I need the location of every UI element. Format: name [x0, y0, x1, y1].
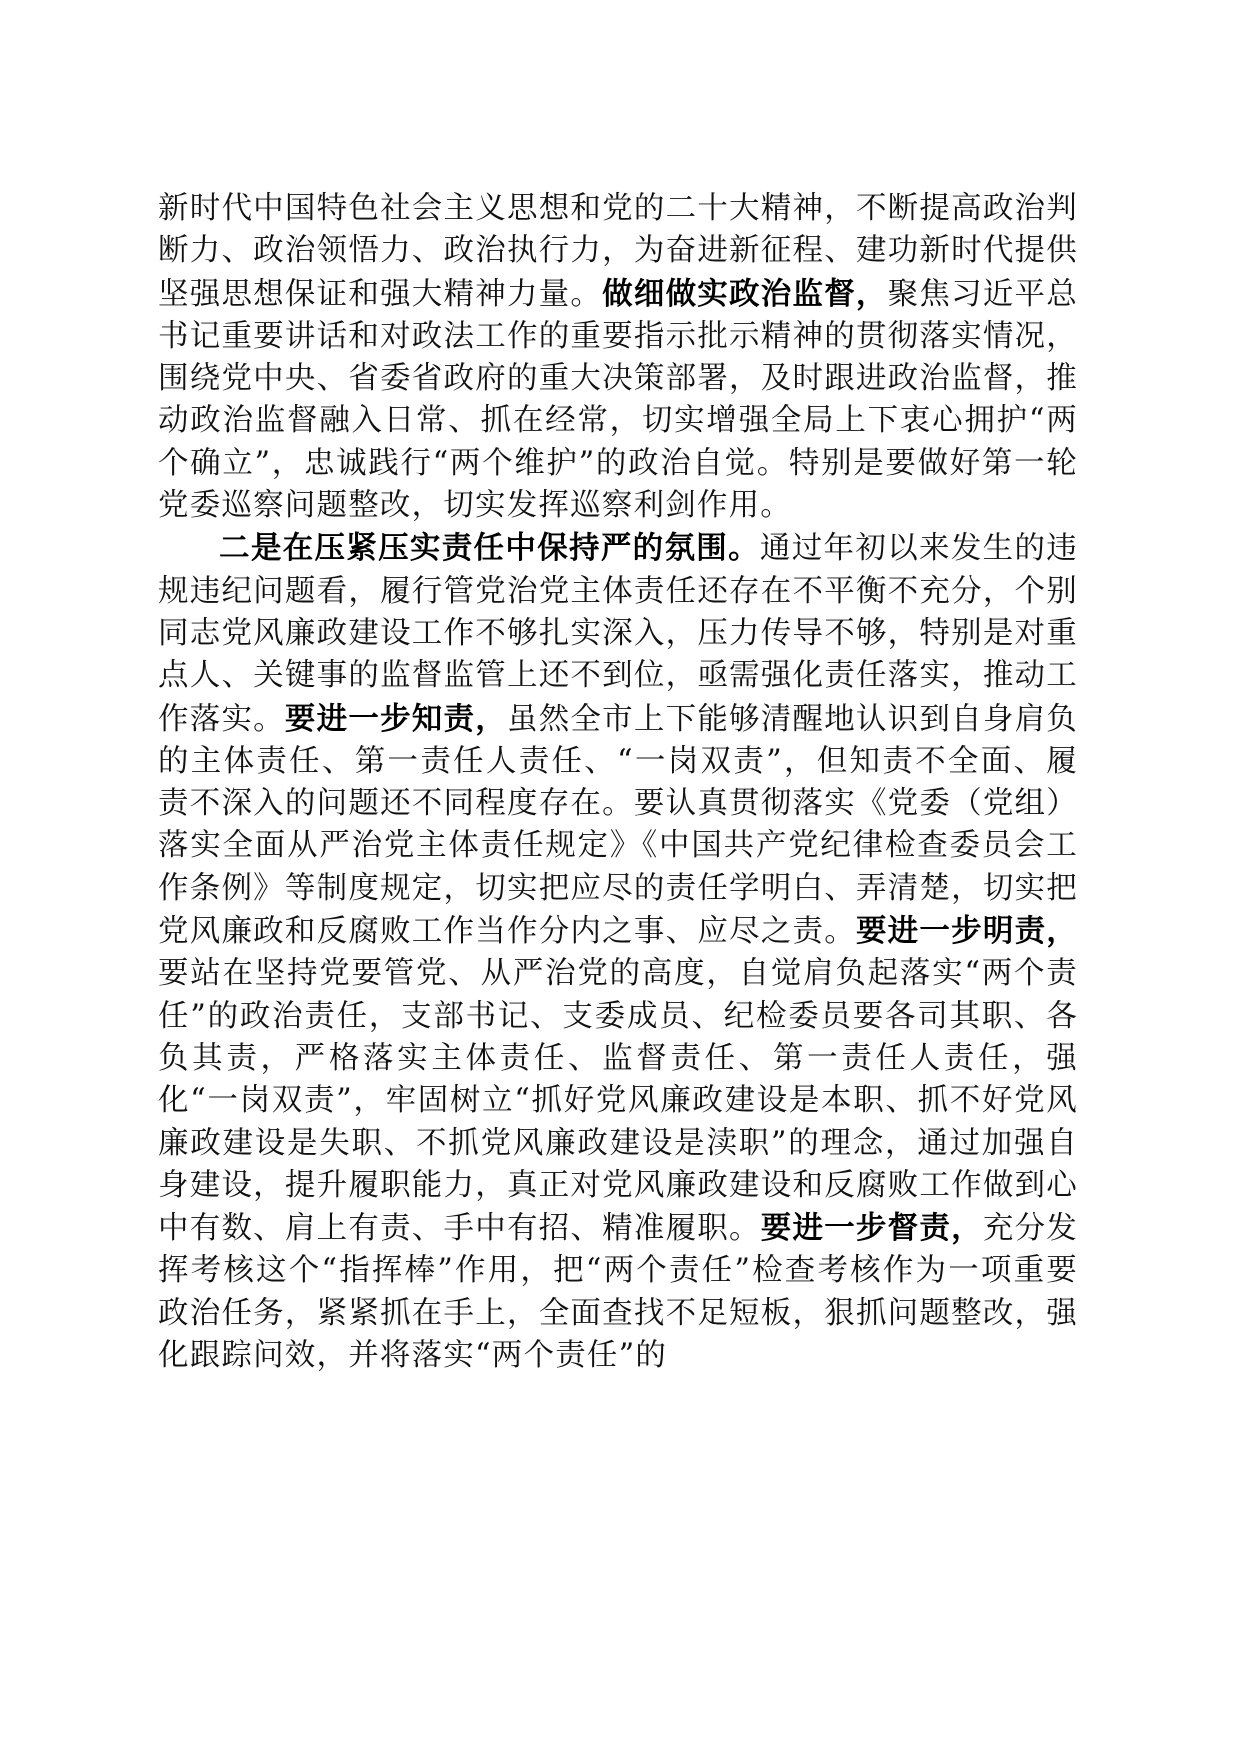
- bold-heading-know-responsibility: 要进一步知责，: [284, 700, 507, 737]
- body-text: 要站在坚持党要管党、从严治党的高度，自觉肩负起落实“两个责任”的政治责任，支部书记、支委成员、纪检委员要各司其职、各负其责，严格落实主体责任、监督责任、第一责任人责任，强化“一岗双责”，牢固树立“抓好党风廉政建设是本职、抓不好党风廉政建设是失职、不抓党风廉政建设是渎职”的理念，通过加强自身建设，提升履职能力，真正对党风廉政建设和反腐败工作做到心中有数、肩上有责、手中有招、精准履职。: [158, 956, 1078, 1247]
- bold-heading-political-supervision: 做细做实政治监督，: [602, 275, 888, 312]
- section-heading-two: 二是在压紧压实责任中保持严的氛围。: [219, 530, 760, 567]
- document-body: [158, 188, 1078, 1377]
- body-text: 通过年初以来发生的违规违纪问题看，履行管党治党主体责任还存在不平衡不充分，个别同志党风廉政建设工作不够扎实深入，压力传导不够，特别是对重点人、关键事的监督监管上还不到位，亟需强化责任落实，推动工作落实。: [158, 531, 1078, 737]
- bold-heading-supervise-responsibility: 要进一步督责，: [760, 1210, 983, 1247]
- body-text: 充分发挥考核这个“指挥棒”作用，把“两个责任”检查考核作为一项重要政治任务，紧紧抓在手上，全面查找不足短板，狠抓问题整改，强化跟踪问效，并将落实“两个责任”的: [158, 1211, 1078, 1374]
- paragraph-political-supervision: [158, 188, 1078, 527]
- paragraph-responsibility: [158, 527, 1078, 1377]
- bold-heading-clarify-responsibility: 要进一步明责，: [855, 913, 1079, 950]
- body-text: 聚焦习近平总书记重要讲话和对政法工作的重要指示批示精神的贯彻落实情况，围绕党中央、省委省政府的重大决策部署，及时跟进政治监督，推动政治监督融入日常、抓在经常，切实增强全局上下衷心拥护“两个确立”，忠诚践行“两个维护”的政治自觉。特别是要做好第一轮党委巡察问题整改，切实发挥巡察利剑作用。: [158, 276, 1078, 524]
- body-text: 虽然全市上下能够清醒地认识到自身肩负的主体责任、第一责任人责任、“一岗双责”，但知责不全面、履责不深入的问题还不同程度存在。要认真贯彻落实《党委（党组）落实全面从严治党主体责任规定》《中国共产党纪律检查委员会工作条例》等制度规定，切实把应尽的责任学明白、弄清楚，切实把党风廉政和反腐败工作当作分内之事、应尽之责。: [158, 701, 1078, 950]
- body-text: 新时代中国特色社会主义思想和党的二十大精神，不断提高政治判断力、政治领悟力、政治执行力，为奋进新征程、建功新时代提供坚强思想保证和强大精神力量。: [158, 191, 1078, 312]
